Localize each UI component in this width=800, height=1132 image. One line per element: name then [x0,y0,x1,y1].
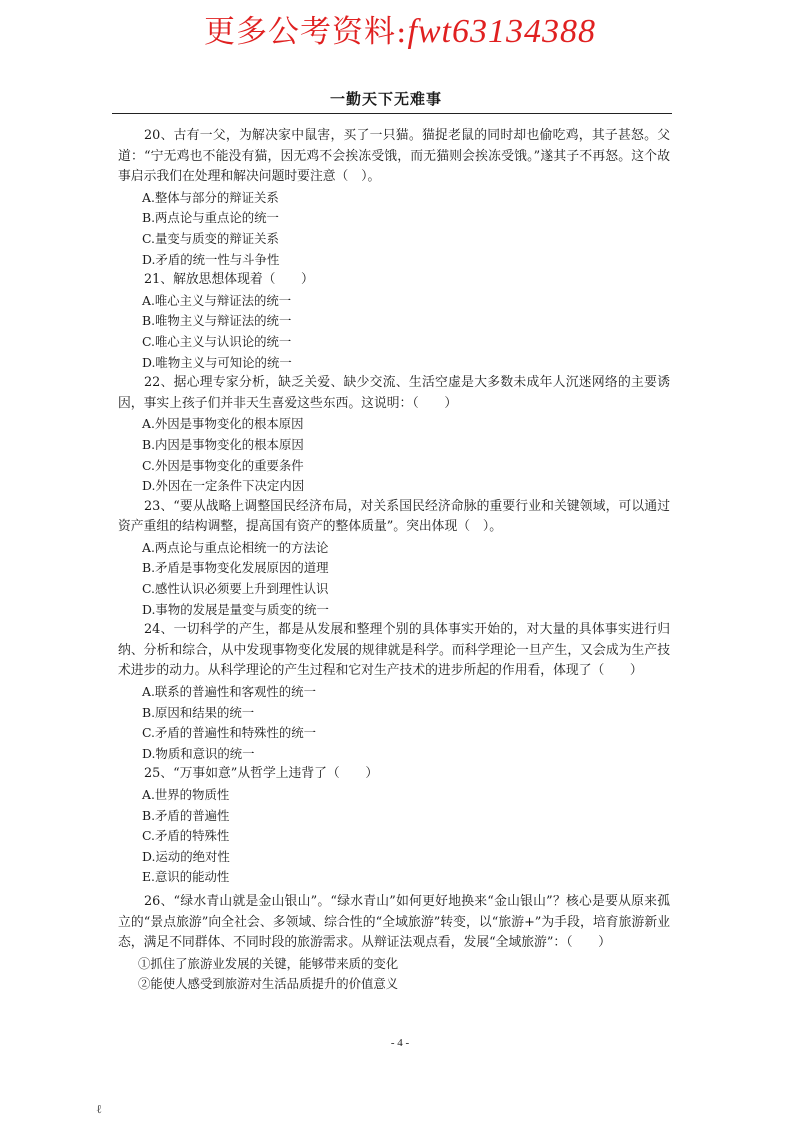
option-c: C.外因是事物变化的重要条件 [142,457,304,473]
option-a: A.唯心主义与辩证法的统一 [142,292,292,308]
question-stem: 24、一切科学的产生，都是从发展和整理个别的具体事实开始的，对大量的具体事实进行归纳、分析和综合，从中发现事物变化发展的规律就是科学。而科学理论一旦产生，又会成为生产技术进步的动力。从科学理论的产生过程和它对生产技术的进步所起的作用看，体现了（ ） [118,622,670,679]
statement-1: ①抓住了旅游业发展的关键，能够带来质的变化 [138,955,399,971]
banner-prefix: 更多公考资料: [203,14,408,50]
question-stem: 21、解放思想体现着（ ） [144,272,314,288]
watermark-banner [0,6,800,51]
option-d: D.矛盾的统一性与斗争性 [142,251,280,267]
option-c: C.量变与质变的辩证关系 [142,230,279,246]
option-b: B.唯物主义与辩证法的统一 [142,313,292,329]
question-25 [118,764,670,888]
option-c: C.唯心主义与认识论的统一 [142,333,292,349]
option-d: D.运动的绝对性 [142,848,230,864]
option-a: A.两点论与重点论相统一的方法论 [142,539,329,555]
option-b: B.矛盾是事物变化发展原因的道理 [142,560,329,576]
question-20 [118,126,670,270]
running-head: 一勤天下无难事 [330,90,443,108]
option-a: A.联系的普遍性和客观性的统一 [142,684,316,700]
option-d: D.事物的发展是量变与质变的统一 [142,601,329,617]
option-b: B.矛盾的普遍性 [142,807,230,823]
option-e: E.意识的能动性 [142,869,230,885]
option-d: D.外因在一定条件下决定内因 [142,478,305,494]
question-stem: 26、“绿水青山就是金山银山”。“绿水青山”如何更好地换来“金山银山”？核心是要从原来孤立的“景点旅游”向全社会、多领域、综合性的“全域旅游”转变，以“旅游+”为手段，培育旅游新业态，满足不同群体、不同时段的旅游需求。从辩证法观点看，发展“全域旅游”：（ ） [118,893,670,951]
option-b: B.内因是事物变化的根本原因 [142,436,304,452]
question-24 [118,620,670,764]
question-stem: 25、“万事如意”从哲学上违背了（ ） [144,766,379,782]
option-a: A.整体与部分的辩证关系 [142,189,279,205]
option-a: A.世界的物质性 [142,787,230,802]
header-rule [112,113,672,114]
corner-mark: ℓ [96,1102,102,1116]
option-b: B.两点论与重点论的统一 [142,210,279,226]
banner-handle: fwt63134388 [407,13,597,50]
page-content [118,126,670,995]
question-23 [118,497,670,621]
question-22 [118,373,670,497]
option-a: A.外因是事物变化的根本原因 [142,416,304,432]
question-stem: 23、“要从战略上调整国民经济布局，对关系国民经济命脉的重要行业和关键领域，可以通过资产重组的结构调整，提高国有资产的整体质量”。突出体现（ ）。 [118,498,670,535]
question-21 [118,270,670,373]
option-b: B.原因和结果的统一 [142,704,255,720]
option-c: C.矛盾的普遍性和特殊性的统一 [142,725,317,741]
option-c: C.感性认识必须要上升到理性认识 [142,581,329,597]
question-stem: 20、古有一父，为解决家中鼠害，买了一只猫。猫捉老鼠的同时却也偷吃鸡，其子甚怒。父道：“宁无鸡也不能没有猫，因无鸡不会挨冻受饿，而无猫则会挨冻受饿。”遂其子不再怒。这个故事启示我们在处理和解决问题时要注意（ ）。 [118,128,670,185]
statement-2: ②能使人感受到旅游对生活品质提升的价值意义 [138,976,399,992]
option-d: D.物质和意识的统一 [142,745,255,761]
question-stem: 22、据心理专家分析，缺乏关爱、缺少交流、生活空虚是大多数未成年人沉迷网络的主要诱因，事实上孩子们并非天生喜爱这些东西。这说明：（ ） [118,375,670,411]
question-26 [118,892,670,995]
page-number: - 4 - [390,1037,410,1049]
option-c: C.矛盾的特殊性 [142,828,230,844]
option-d: D.唯物主义与可知论的统一 [142,354,292,370]
